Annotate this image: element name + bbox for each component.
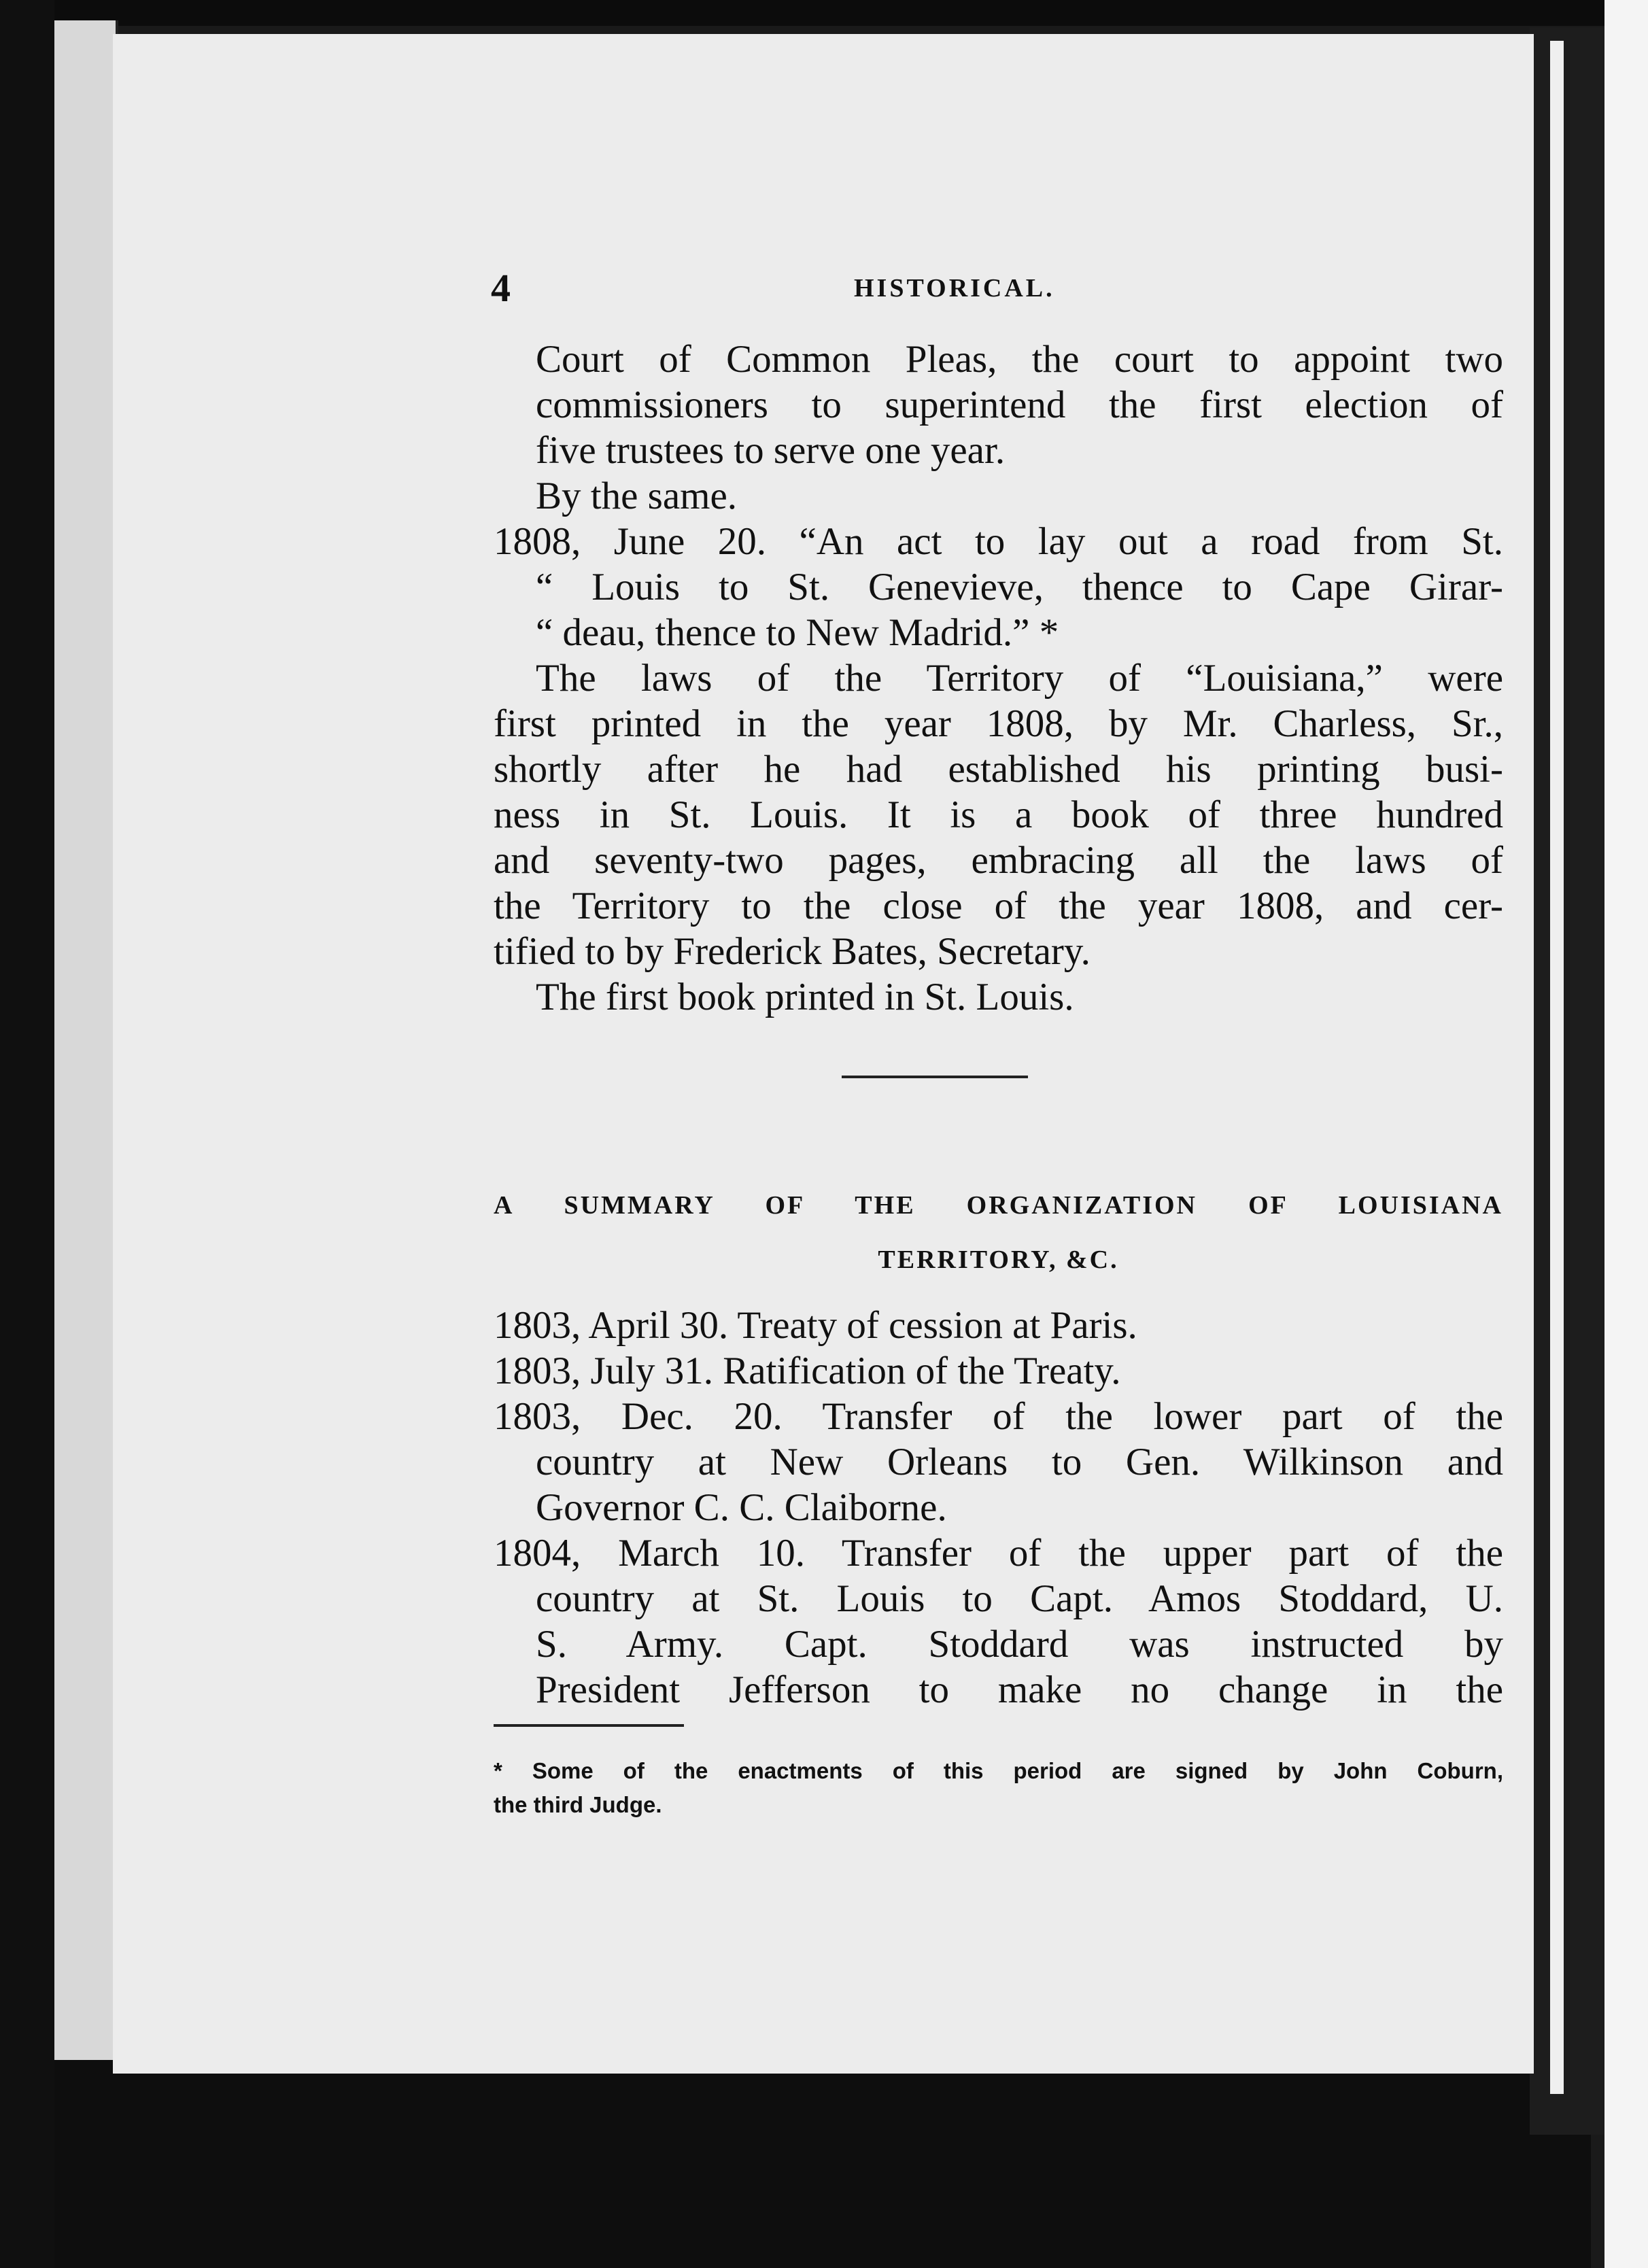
summary-heading [494, 1178, 1503, 1287]
book-page [113, 34, 1534, 2074]
summary-heading-line-2: TERRITORY, &C. [878, 1245, 1119, 1274]
scan-top-edge [0, 0, 1648, 26]
scan-bottom-edge [54, 2060, 1591, 2268]
text-line: Court of Common Pleas, the court to appoint two [536, 338, 1503, 381]
laws-line: The laws of the Territory of “Louisiana,” were [536, 657, 1503, 700]
laws-line: and seventy-two pages, embracing all the laws of [494, 839, 1503, 882]
summary-entry: 1803, July 31. Ratification of the Treaty. [494, 1350, 1121, 1392]
running-head-title: HISTORICAL. [854, 274, 1055, 303]
footnote-rule [494, 1724, 684, 1727]
cover-board-right [1530, 27, 1604, 2135]
laws-line: tified to by Frederick Bates, Secretary. [494, 930, 1091, 973]
summary-entry-cont: country at St. Louis to Capt. Amos Stoddard, U. [536, 1577, 1503, 1620]
summary-entry-cont: Governor C. C. Claiborne. [536, 1486, 947, 1529]
footnote-line-2: the third Judge. [494, 1792, 662, 1817]
act-line: “ deau, thence to New Madrid.” * [536, 611, 1059, 654]
summary-entry: 1803, April 30. Treaty of cession at Paris. [494, 1304, 1137, 1347]
cover-board-left [54, 20, 118, 2060]
text-line: By the same. [536, 475, 738, 517]
summary-entry-cont: President Jefferson to make no change in the [536, 1668, 1503, 1711]
section-divider [842, 1076, 1028, 1078]
summary-entry: 1803, Dec. 20. Transfer of the lower part of the [494, 1395, 1503, 1438]
laws-line: ness in St. Louis. It is a book of three hundred [494, 793, 1503, 836]
text-line: commissioners to superintend the first election of [536, 383, 1503, 426]
summary-entry: 1804, March 10. Transfer of the upper part of the [494, 1532, 1503, 1575]
summary-list [494, 1303, 1503, 1713]
act-line: “ Louis to St. Genevieve, thence to Cape Girar- [536, 566, 1503, 608]
footnote-line-1: * Some of the enactments of this period are signed by John Coburn, [494, 1758, 1503, 1783]
scan-right-margin [1604, 0, 1648, 2268]
laws-line: the Territory to the close of the year 1808, and cer- [494, 884, 1503, 927]
text-line: The first book printed in St. Louis. [536, 976, 1074, 1018]
laws-line: shortly after he had established his printing busi- [494, 748, 1503, 791]
running-head [113, 265, 1534, 320]
next-page-edge [1550, 41, 1564, 2094]
scan-left-edge [0, 0, 54, 2268]
act-line: 1808, June 20. “An act to lay out a road from St. [494, 520, 1503, 563]
body-text-top [494, 337, 1503, 1020]
footnote [494, 1754, 1503, 1822]
text-line: five trustees to serve one year. [536, 429, 1006, 472]
laws-line: first printed in the year 1808, by Mr. Charless, Sr., [494, 702, 1503, 745]
summary-entry-cont: country at New Orleans to Gen. Wilkinson and [536, 1441, 1503, 1483]
summary-heading-line-1: A SUMMARY OF THE ORGANIZATION OF LOUISIANA [494, 1191, 1503, 1220]
summary-entry-cont: S. Army. Capt. Stoddard was instructed by [536, 1623, 1503, 1666]
page-number: 4 [491, 266, 511, 310]
